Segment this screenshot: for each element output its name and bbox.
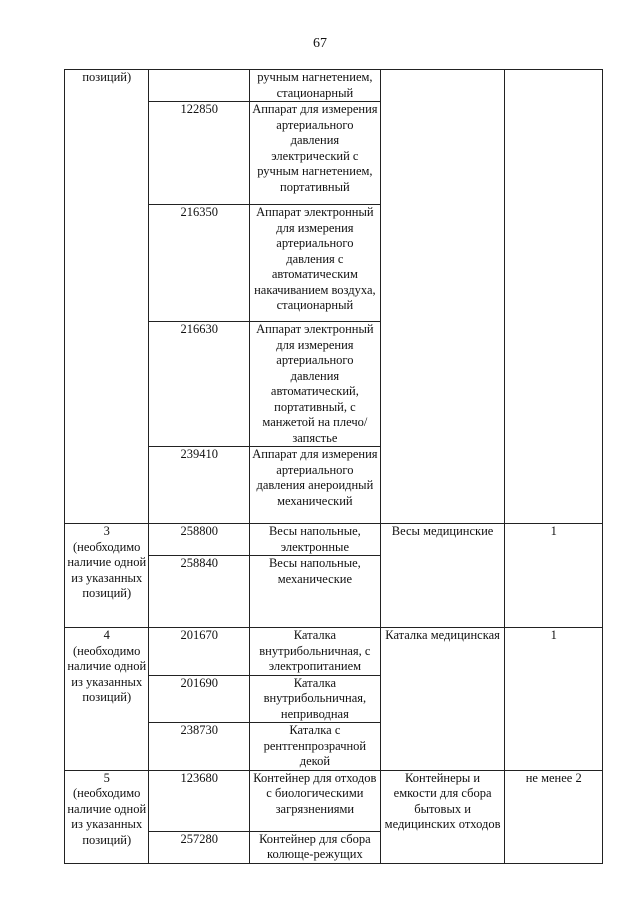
code-cell: 239410 — [149, 447, 250, 524]
code-cell — [149, 70, 250, 102]
name-cell: Весы напольные, электронные — [250, 524, 381, 556]
name-cell: Каталка внутрибольничная, неприводная — [250, 675, 381, 723]
code-cell: 257280 — [149, 831, 250, 863]
group-number: 4 — [103, 628, 110, 642]
type-cell: Контейнеры и емкости для сбора бытовых и медицинских отходов — [380, 770, 505, 863]
page-number: 67 — [313, 36, 327, 51]
table-row — [65, 628, 603, 676]
code-cell: 201690 — [149, 675, 250, 723]
name-cell: Контейнер для сбора колюще-режущих — [250, 831, 381, 863]
code-cell: 238730 — [149, 723, 250, 771]
group-cell — [65, 70, 149, 524]
group-number: 5 — [103, 770, 110, 785]
name-cell: ручным нагнетением, стационарный — [250, 70, 381, 102]
code-cell: 122850 — [149, 102, 250, 205]
code-cell: 123680 — [149, 770, 250, 831]
group-cell — [65, 524, 149, 628]
equipment-table — [64, 69, 603, 864]
group-note: (необходимо наличие одной из указанных позиций) — [67, 786, 147, 847]
table-row — [65, 524, 603, 556]
code-cell: 216350 — [149, 205, 250, 322]
qty-cell — [505, 70, 603, 524]
type-cell: Каталка медицинская — [380, 628, 505, 771]
code-cell: 258800 — [149, 524, 250, 556]
group-cell — [65, 770, 149, 863]
name-cell: Каталка внутрибольничная, с электропитанием — [250, 628, 381, 676]
group-note: (необходимо наличие одной из указанных позиций) — [67, 643, 147, 704]
table-row — [65, 770, 603, 831]
name-cell: Каталка с рентгенпрозрачной декой — [250, 723, 381, 771]
type-cell — [380, 70, 505, 524]
group-cell — [65, 628, 149, 771]
group-number: 3 — [103, 524, 110, 538]
qty-cell: 1 — [505, 524, 603, 628]
name-cell: Аппарат для измерения артериального давления электрический с ручным нагнетением, портативный — [250, 102, 381, 205]
name-cell: Аппарат для измерения артериального давления анероидный механический — [250, 447, 381, 524]
qty-cell: не менее 2 — [505, 770, 603, 863]
group-note: (необходимо наличие одной из указанных позиций) — [67, 539, 147, 600]
name-cell: Весы напольные, механические — [250, 556, 381, 628]
code-cell: 216630 — [149, 322, 250, 447]
qty-cell: 1 — [505, 628, 603, 771]
table-row — [65, 70, 603, 102]
code-cell: 258840 — [149, 556, 250, 628]
name-cell: Аппарат электронный для измерения артериального давления с автоматическим накачиванием воздуха, стационарный — [250, 205, 381, 322]
group-note: позиций) — [82, 70, 132, 84]
type-cell: Весы медицинские — [380, 524, 505, 628]
code-cell: 201670 — [149, 628, 250, 676]
name-cell: Аппарат электронный для измерения артериального давления автоматический, портативный, с манжетой на плечо/запястье — [250, 322, 381, 447]
name-cell: Контейнер для отходов с биологическими загрязнениями — [250, 770, 381, 831]
